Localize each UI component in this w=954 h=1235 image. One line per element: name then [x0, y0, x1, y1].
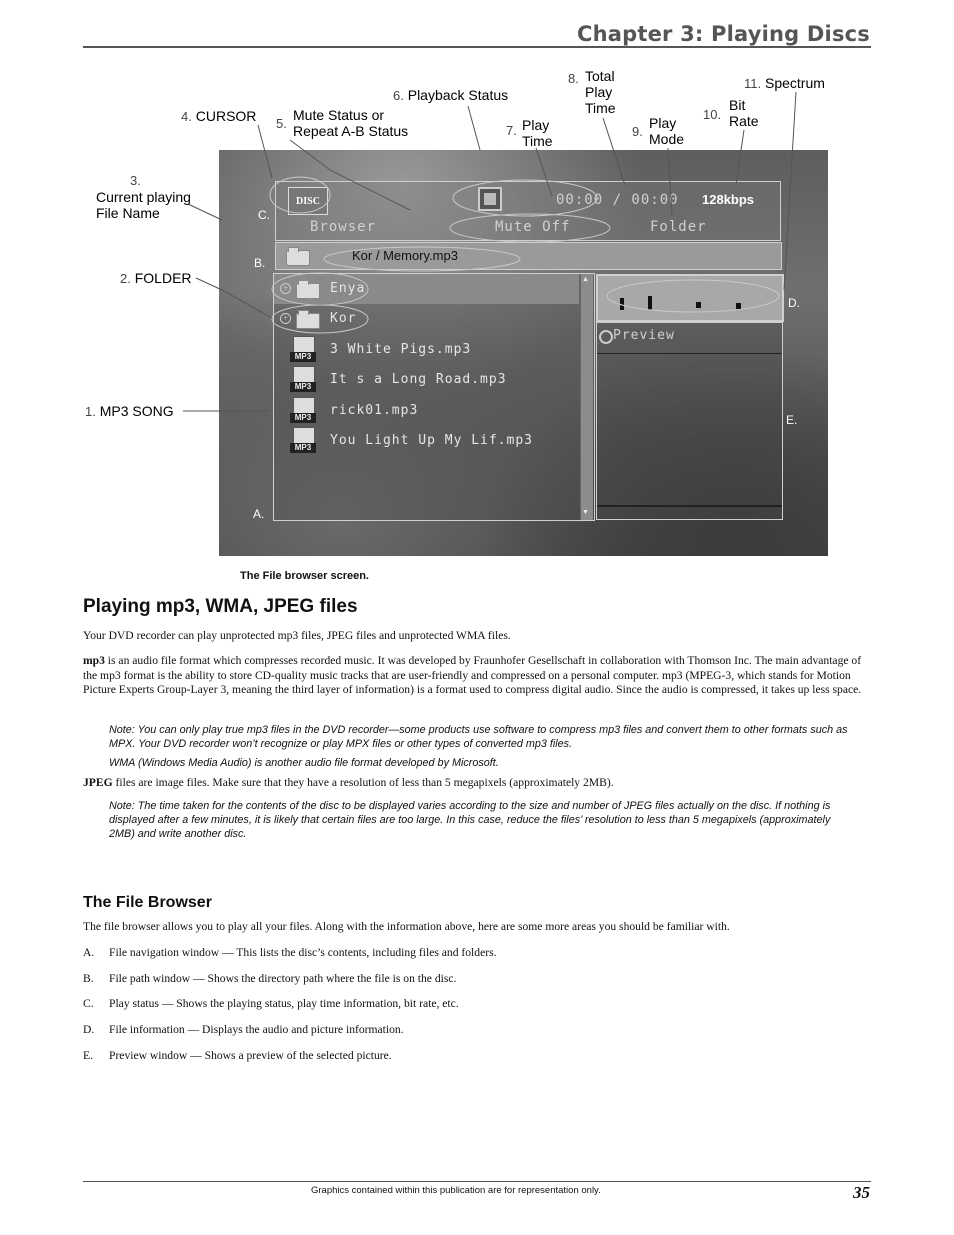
mp3-paragraph: mp3 is an audio file format which compresses recorded music. It was developed by Fraunhofer Gesellschaft in collaboration with Thomson Inc. The main advantage of the mp3 format is the ability to store CD-quality music tracks that are user-friendly and compressed on a personal computer. mp3 (MPEG-3, which stands for Motion Picture Experts Group-Layer 3, meaning the third layer of information) is a format used to compress digital audio. Since the audio is compressed, it takes up less space.	[83, 654, 862, 696]
leader-total-time	[603, 118, 625, 185]
area-letter-d: D.	[788, 296, 800, 310]
mp3-file-icon: MP3	[290, 427, 316, 455]
subsection-heading: The File Browser	[83, 894, 212, 911]
browser-intro: The file browser allows you to play all your files. Along with the information above, here are some more areas you should be familiar with.	[83, 920, 730, 933]
scroll-down-icon[interactable]: ▼	[582, 508, 589, 516]
intro-paragraph: Your DVD recorder can play unprotected mp3 files, JPEG files and unprotected WMA files.	[83, 629, 511, 642]
footer-note: Graphics contained within this publication are for representation only.	[311, 1185, 601, 1196]
folder-highlight-b	[272, 305, 368, 333]
wma-note: WMA (Windows Media Audio) is another audio file format developed by Microsoft.	[109, 757, 499, 769]
status-browser: Browser	[310, 219, 377, 235]
leader-playback	[468, 106, 480, 150]
song-name: It s a Long Road.mp3	[330, 372, 507, 387]
mp3-file-icon: MP3	[290, 366, 316, 394]
cursor-highlight	[270, 177, 330, 213]
callout-playback-status: 6. Playback Status	[393, 87, 509, 103]
playback-highlight	[453, 180, 597, 216]
status-mute: Mute Off	[495, 219, 571, 235]
bitrate: 128kbps	[702, 192, 755, 207]
callout-folder: 2. FOLDER	[120, 270, 192, 286]
jpeg-note: Note: The time taken for the contents of the disc to be displayed varies according to the size and number of JPEG files actually on the disc. If nothing is displayed after a few minutes, it is likely that certain files are too large. In this case, reduce the files’ resolution to less than 5 megapixels (approximately 2MB) and write another disc.	[109, 800, 831, 840]
area-letter-e: E.	[786, 413, 798, 427]
leader-bit-rate	[736, 130, 744, 185]
leader-spectrum	[784, 92, 796, 290]
leader-cursor	[258, 125, 272, 178]
leader-folder	[196, 278, 272, 318]
mp3-file-icon: MP3	[290, 397, 316, 425]
callout-cursor: 4. CURSOR	[181, 108, 257, 124]
callout-spectrum: 11. Spectrum	[744, 75, 825, 91]
status-play-mode: Folder	[650, 219, 707, 235]
chapter-title: Chapter 3: Playing Discs	[576, 22, 870, 46]
song-name: 3 White Pigs.mp3	[330, 342, 472, 357]
preview-label: Preview	[613, 328, 675, 343]
leader-current-file	[188, 204, 222, 220]
mp3-file-icon: MP3	[290, 336, 316, 364]
page-number: 35	[853, 1183, 870, 1202]
play-time: 00:00 / 00:00	[556, 192, 679, 208]
mp3-note: Note: You can only play true mp3 files in the DVD recorder—some products use software to compress mp3 files and convert them to other formats such as MPX. Your DVD recorder won’t recognize or play MPX files or other types of converted mp3 files.	[109, 724, 848, 750]
expand-icon: +	[280, 283, 291, 294]
area-letter-c: C.	[258, 208, 270, 222]
scroll-up-icon[interactable]: ▲	[582, 275, 589, 283]
callout-mp3-song: 1. MP3 SONG	[85, 403, 174, 419]
area-letter-a: A.	[253, 507, 265, 521]
folder-name: Enya	[330, 281, 366, 296]
mute-highlight	[450, 214, 610, 242]
footer-rule	[83, 1181, 871, 1182]
song-name: rick01.mp3	[330, 403, 419, 418]
current-file-path: Kor / Memory.mp3	[352, 248, 458, 263]
jpeg-paragraph: JPEG files are image files. Make sure that they have a resolution of less than 5 megapixels (approximately 2MB).	[83, 776, 614, 789]
leader-play-mode	[668, 148, 672, 216]
folder-highlight-a	[272, 273, 368, 305]
figure-caption: The File browser screen.	[240, 570, 369, 582]
expand-icon: +	[280, 313, 291, 324]
spectrum-highlight	[607, 280, 779, 312]
disc-icon: DISC	[288, 187, 328, 215]
path-highlight	[324, 247, 520, 271]
leader-mute	[290, 140, 410, 210]
section-heading: Playing mp3, WMA, JPEG files	[83, 596, 358, 617]
leader-play-time	[536, 148, 552, 196]
callout-current-file: 3. Current playing File Name	[96, 173, 191, 221]
song-name: You Light Up My Lif.mp3	[330, 433, 534, 448]
folder-name: Kor	[330, 311, 357, 326]
area-letter-b: B.	[254, 256, 266, 270]
